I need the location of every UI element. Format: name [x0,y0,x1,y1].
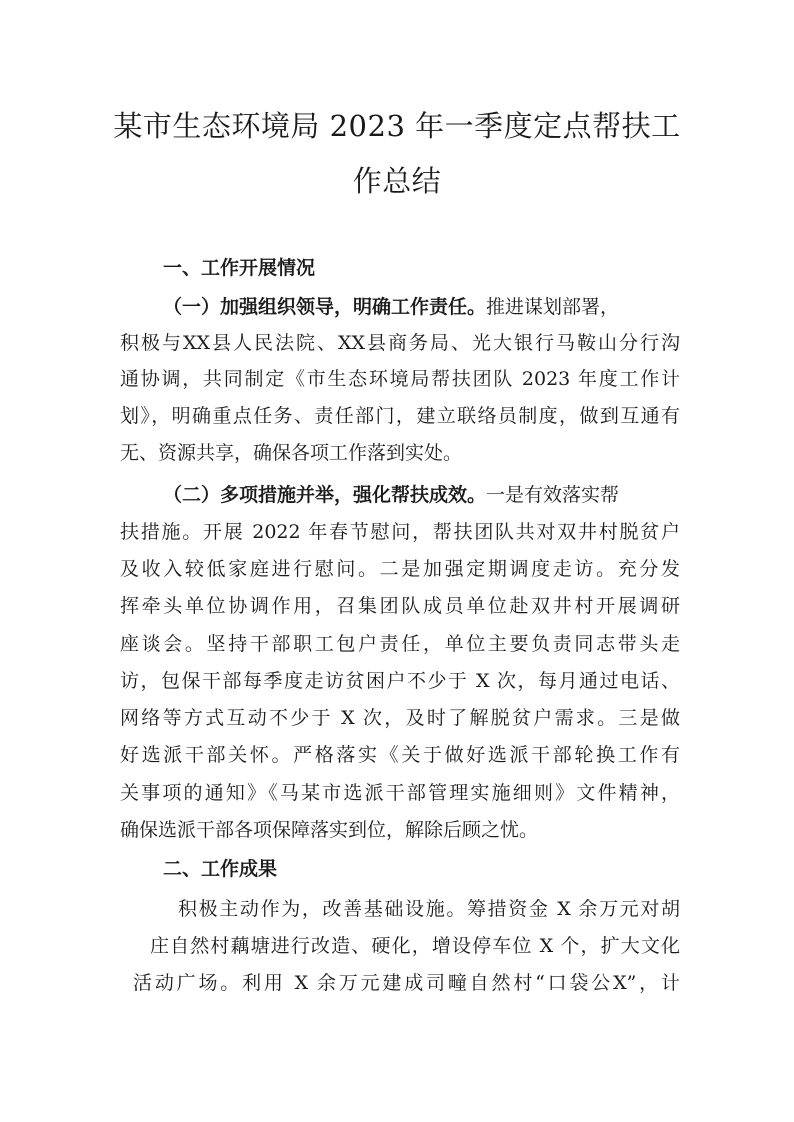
paragraph-2-line-6: 访，包保干部每季度走访贫困户不少于 X 次，每月通过电话、 [120,670,680,692]
paragraph-2-line-1 [163,483,678,507]
section-2-line-2: 庄自然村藕塘进行改造、硬化，增设停车位 X 个，扩大文化 [150,935,680,957]
paragraph-1-line-1 [163,295,678,319]
paragraph-2-line-9: 关事项的通知》《马某市选派干部管理实施细则》文件精神， [120,782,680,804]
paragraph-2-line-5: 座谈会。坚持干部职工包户责任，单位主要负责同志带头走 [120,633,680,655]
paragraph-2-line-1-rest: 一是有效落实帮 [486,484,620,506]
section-heading-1: 一、工作开展情况 [163,257,316,279]
paragraph-2-line-10: 确保选派干部各项保障落实到位，解除后顾之忧。 [120,819,539,841]
paragraph-2-lead: （二）多项措施并举，强化帮扶成效。 [163,484,487,506]
section-2-line-3: 活动广场。利用 X 余万元建成司疃自然村“口袋公X”，计 [133,972,680,994]
paragraph-2-line-7: 网络等方式互动不少于 X 次，及时了解脱贫户需求。三是做 [120,707,680,729]
paragraph-1-line-4: 划》，明确重点任务、责任部门，建立联络员制度，做到互通有 [120,405,680,427]
paragraph-2-line-8: 好选派干部关怀。严格落实《关于做好选派干部轮换工作有 [120,744,680,766]
paragraph-1-lead: （一）加强组织领导，明确工作责任。 [163,296,487,318]
paragraph-2-line-2: 扶措施。开展 2022 年春节慰问，帮扶团队共对双井村脱贫户 [120,521,680,543]
paragraph-2-line-3: 及收入较低家庭进行慰问。二是加强定期调度走访。充分发 [120,558,680,580]
section-2-line-1: 积极主动作为，改善基础设施。筹措资金 X 余万元对胡 [178,898,680,920]
document-title-line-1: 某市生态环境局 2023 年一季度定点帮扶工 [113,109,681,143]
paragraph-1-line-2: 积极与XX县人民法院、XX县商务局、光大银行马鞍山分行沟 [120,332,680,354]
document-title-line-2: 作总结 [352,164,442,198]
paragraph-1-line-3: 通协调，共同制定《市生态环境局帮扶团队 2023 年度工作计 [120,368,680,390]
paragraph-1-line-1-rest: 推进谋划部署， [486,296,620,318]
paragraph-1-line-5: 无、资源共享，确保各项工作落到实处。 [120,442,463,464]
paragraph-2-line-4: 挥牵头单位协调作用，召集团队成员单位赴双井村开展调研 [120,595,680,617]
section-heading-2: 二、工作成果 [163,858,278,880]
